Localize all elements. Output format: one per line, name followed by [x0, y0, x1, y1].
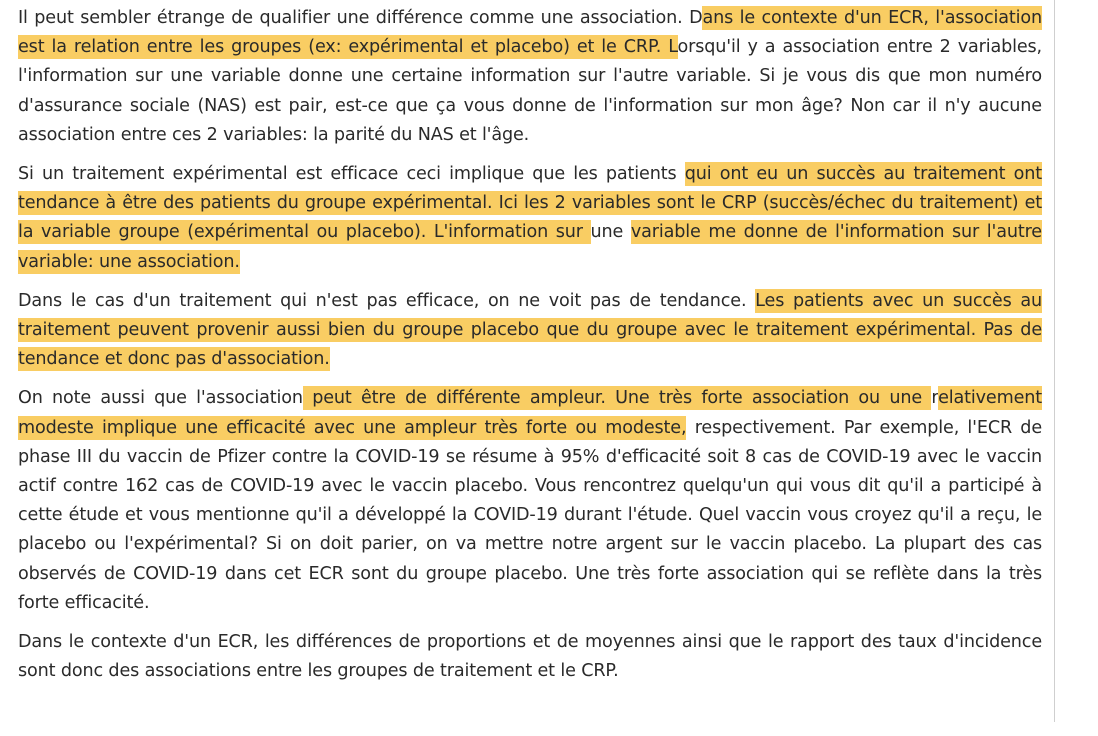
highlighted-text: variable me donne de l'information sur l'autre variable: une association. — [18, 222, 1042, 272]
text-segment: respectivement. Par exemple, l'ECR de phase III du vaccin de Pfizer contre la COVID-19 se résume à 95% d'efficacité soit 8 cas de COVID-19 avec le vaccin actif contre 162 cas de COVID-19 avec le vaccin placebo. Vous rencontrez quelqu'un qui vous dit qu'il a participé à cette étude et vous mentionne qu'il a développé la COVID-19 durant l'étude. Quel vaccin vous croyez qu'il a reçu, le placebo ou l'expérimental? Si on doit parier, on va mettre notre argent sur le vaccin placebo. La plupart des cas observés de COVID-19 dans cet ECR sont du groupe placebo. Une très forte association qui se reflète dans la très forte efficacité. — [18, 417, 1042, 613]
highlighted-text: peut être de différente ampleur. Une très forte association ou une — [302, 388, 932, 409]
text-segment: Il peut sembler étrange de qualifier une différence comme une association. D — [18, 8, 703, 28]
highlighted-text: elativement modeste implique une efficacité avec une ampleur très forte ou modeste, — [18, 388, 1042, 438]
highlighted-text: Les patients avec un succès au traitement peuvent provenir aussi bien du groupe placebo que du groupe avec le traitement expérimental. Pas de tendance et donc pas d'association. — [18, 290, 1042, 370]
text-segment: Si un traitement expérimental est efficace ceci implique que les patients — [18, 164, 685, 185]
highlighted-text: ans le contexte d'un ECR, l'association est la relation entre les groupes (ex: expérimental et placebo) et le CRP. L — [18, 8, 1042, 58]
text-segment: Dans le cas d'un traitement qui n'est pas efficace, on ne voit pas de tendance. — [18, 290, 756, 311]
text-segment: orsqu'il y a association entre 2 variables, l'information sur une variable donne une certaine information sur l'autre variable. Si je vous dis que mon numéro d'assurance sociale (NAS) est pair, est-ce que ça vous donne de l'information sur mon âge? Non car il n'y aucune association entre ces 2 variables: la parité du NAS et l'âge. — [18, 37, 1042, 145]
text-segment: une — [590, 222, 631, 243]
text-segment: On note aussi que l'association — [18, 388, 303, 409]
paragraph-association-definition — [18, 4, 1042, 150]
paragraph-conclusion — [18, 628, 1042, 686]
text-segment: r — [931, 388, 939, 409]
paragraph-ineffective-treatment — [18, 287, 1042, 375]
paragraph-effective-treatment — [18, 160, 1042, 277]
column-divider — [1054, 0, 1055, 722]
paragraph-association-magnitude — [18, 384, 1042, 618]
document-body — [18, 4, 1042, 696]
text-segment: Dans le contexte d'un ECR, les différences de proportions et de moyennes ainsi que le rapport des taux d'incidence sont donc des associations entre les groupes de traitement et le CRP. — [18, 632, 1042, 682]
highlighted-text: qui ont eu un succès au traitement ont tendance à être des patients du groupe expérimental. Ici les 2 variables sont le CRP (succès/échec du traitement) et la variable groupe (expérimental ou placebo). L'information sur — [18, 164, 1042, 243]
